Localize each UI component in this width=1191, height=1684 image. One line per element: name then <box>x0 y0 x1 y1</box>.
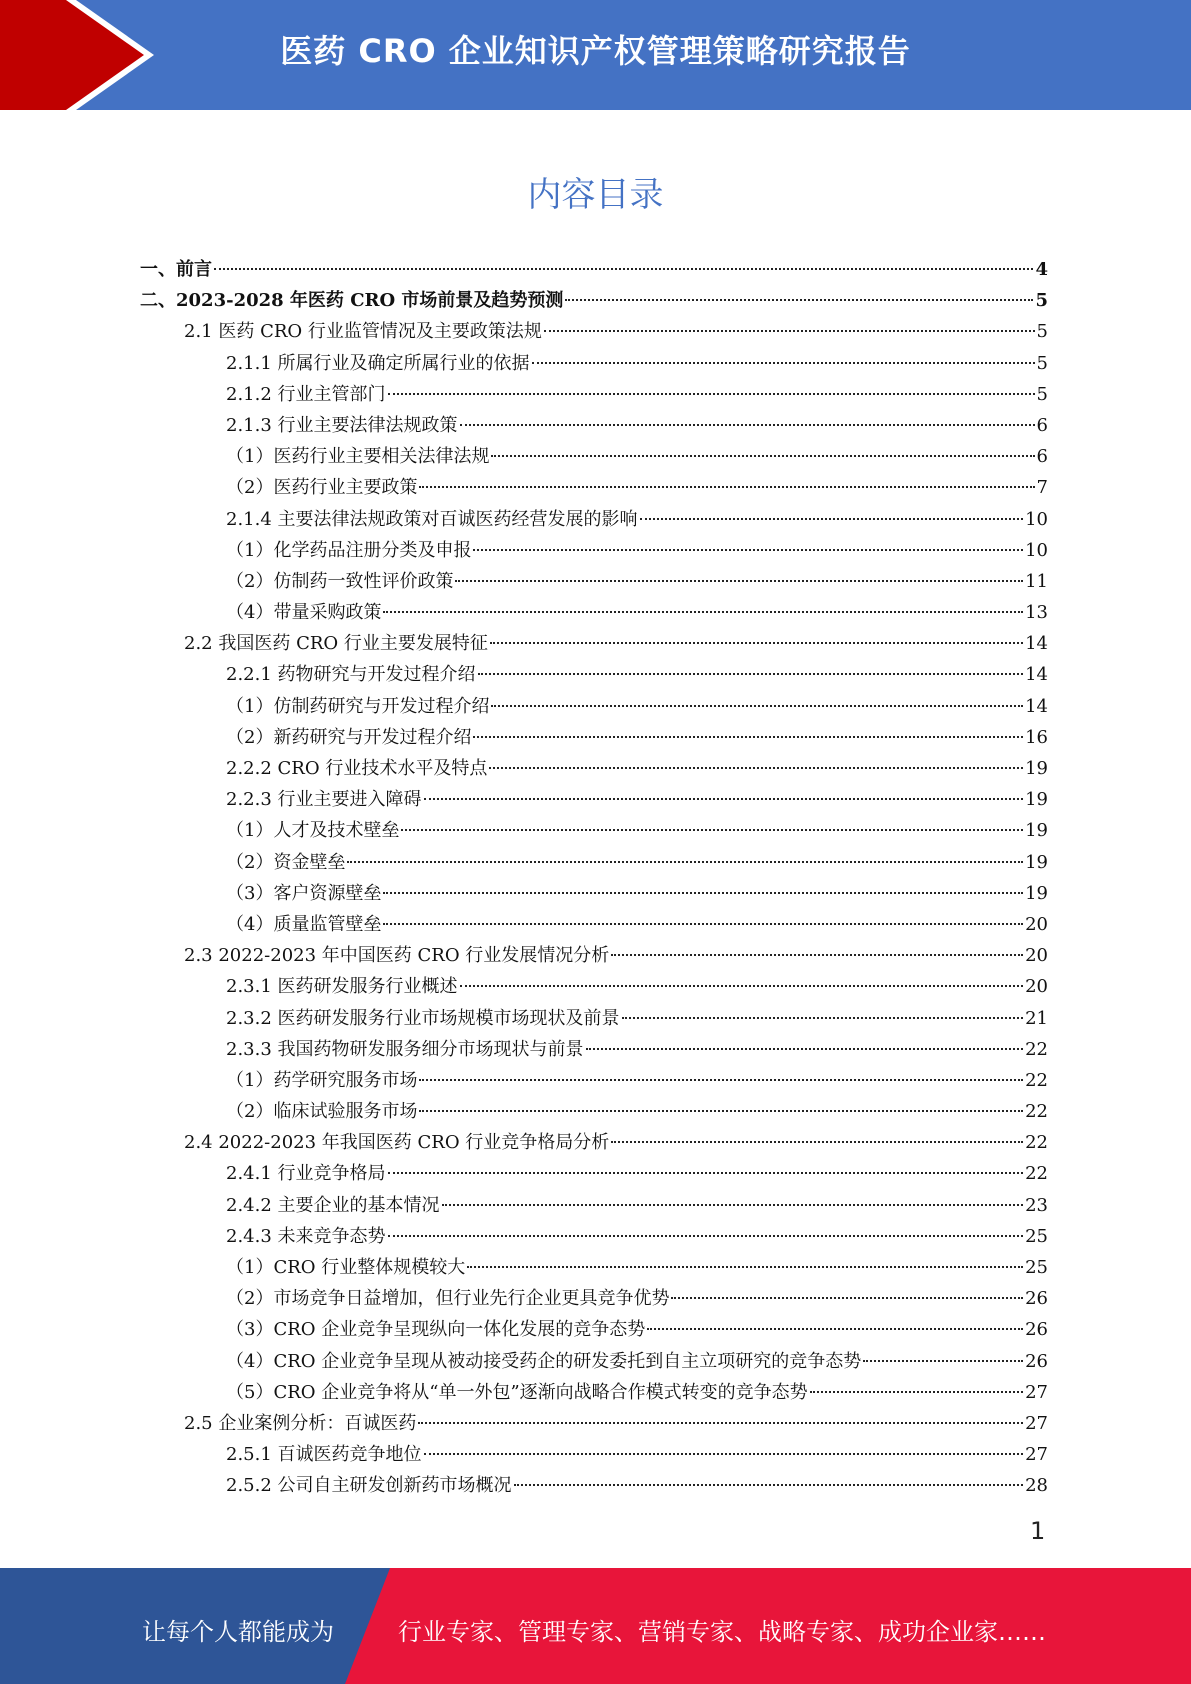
toc-dot-leader <box>419 486 1034 488</box>
toc-entry-title: 2.2.2 CRO 行业技术水平及特点 <box>226 758 488 779</box>
toc-dot-leader <box>565 299 1033 301</box>
toc-entry[interactable] <box>140 1408 1048 1439</box>
toc-entry[interactable] <box>140 1439 1048 1470</box>
toc-dot-leader <box>347 861 1023 863</box>
toc-entry[interactable] <box>140 597 1048 628</box>
toc-entry-title: （1）医药行业主要相关法律法规 <box>226 446 490 468</box>
toc-entry[interactable] <box>140 1127 1048 1158</box>
header-banner <box>0 0 1191 110</box>
toc-dot-leader <box>388 1235 1024 1237</box>
footer-slogan-left: 让每个人都能成为 <box>142 1618 334 1646</box>
toc-entry[interactable] <box>140 1314 1048 1345</box>
toc-dot-leader <box>611 1141 1023 1143</box>
toc-dot-leader <box>418 1422 1023 1424</box>
toc-entry-title: 2.4.2 主要企业的基本情况 <box>226 1194 440 1216</box>
toc-entry[interactable] <box>140 659 1048 690</box>
toc-entry-title: （4）质量监管壁垒 <box>226 913 382 935</box>
toc-entry[interactable] <box>140 1065 1048 1096</box>
toc-entry-page: 7 <box>1036 477 1048 499</box>
toc-entry[interactable] <box>140 784 1048 815</box>
toc-entry-title: 2.3.3 我国药物研发服务细分市场现状与前景 <box>226 1038 584 1060</box>
toc-dot-leader <box>424 1453 1024 1455</box>
toc-entry-title: （4）CRO 企业竞争呈现从被动接受药企的研发委托到自主立项研究的竞争态势 <box>226 1350 862 1372</box>
toc-entry-title: 2.2.3 行业主要进入障碍 <box>226 789 422 811</box>
toc-entry-page: 26 <box>1025 1288 1048 1310</box>
toc-entry-page: 27 <box>1025 1444 1048 1466</box>
toc-entry[interactable] <box>140 753 1048 784</box>
toc-entry[interactable] <box>140 285 1048 316</box>
toc-entry-page: 19 <box>1025 820 1048 842</box>
toc-dot-leader <box>491 705 1023 707</box>
toc-entry-title: （2）新药研究与开发过程介绍 <box>226 726 472 748</box>
toc-entry[interactable] <box>140 847 1048 878</box>
toc-entry-page: 22 <box>1025 1101 1048 1123</box>
toc-entry[interactable] <box>140 1034 1048 1065</box>
toc-entry[interactable] <box>140 722 1048 753</box>
toc-entry-title: 2.3.1 医药研发服务行业概述 <box>226 976 458 998</box>
toc-entry-title: （1）CRO 行业整体规模较大 <box>226 1257 466 1278</box>
toc-entry-page: 4 <box>1035 259 1048 280</box>
toc-entry[interactable] <box>140 940 1048 971</box>
toc-entry[interactable] <box>140 1190 1048 1221</box>
toc-dot-leader <box>491 455 1034 457</box>
toc-entry-page: 19 <box>1025 758 1048 779</box>
toc-entry-page: 25 <box>1025 1225 1048 1247</box>
toc-entry-title: （2）医药行业主要政策 <box>226 477 418 499</box>
toc-dot-leader <box>473 736 1023 738</box>
toc-entry-page: 10 <box>1025 539 1048 561</box>
toc-entry[interactable] <box>140 1158 1048 1189</box>
toc-entry[interactable] <box>140 566 1048 597</box>
toc-dot-leader <box>388 393 1035 395</box>
toc-dot-leader <box>622 1017 1024 1019</box>
toc-entry-title: 2.4 2022-2023 年我国医药 CRO 行业竞争格局分析 <box>184 1132 610 1154</box>
toc-entry[interactable] <box>140 1252 1048 1283</box>
toc-entry-page: 21 <box>1025 1007 1048 1029</box>
toc-entry-page: 5 <box>1035 290 1048 312</box>
toc-entry[interactable] <box>140 1003 1048 1034</box>
toc-entry-page: 26 <box>1025 1319 1048 1341</box>
toc-entry-title: 2.4.1 行业竞争格局 <box>226 1163 386 1185</box>
toc-entry-page: 22 <box>1025 1038 1048 1060</box>
toc-entry[interactable] <box>140 379 1048 410</box>
toc-entry-page: 22 <box>1025 1069 1048 1091</box>
toc-entry[interactable] <box>140 628 1048 659</box>
toc-entry-page: 14 <box>1025 633 1048 655</box>
toc-entry-title: 2.3 2022-2023 年中国医药 CRO 行业发展情况分析 <box>184 945 610 967</box>
toc-entry[interactable] <box>140 254 1048 285</box>
toc-entry-page: 10 <box>1025 508 1048 530</box>
toc-entry[interactable] <box>140 909 1048 940</box>
toc-entry-title: 2.5.2 公司自主研发创新药市场概况 <box>226 1475 512 1497</box>
toc-entry[interactable] <box>140 1096 1048 1127</box>
toc-dot-leader <box>467 1266 1023 1268</box>
toc-entry-page: 19 <box>1025 851 1048 873</box>
toc-entry-title: 2.1 医药 CRO 行业监管情况及主要政策法规 <box>184 321 542 343</box>
toc-entry[interactable] <box>140 1346 1048 1377</box>
toc-dot-leader <box>490 642 1023 644</box>
toc-entry-page: 6 <box>1036 446 1048 468</box>
toc-entry-title: （1）化学药品注册分类及申报 <box>226 539 472 561</box>
toc-entry-title: （2）市场竞争日益增加，但行业先行企业更具竞争优势 <box>226 1288 670 1310</box>
toc-entry[interactable] <box>140 504 1048 535</box>
toc-dot-leader <box>460 985 1024 987</box>
toc-entry[interactable] <box>140 1221 1048 1252</box>
toc-heading: 内容目录 <box>527 175 664 215</box>
toc-entry-title: （2）资金壁垒 <box>226 851 346 873</box>
toc-dot-leader <box>671 1297 1023 1299</box>
toc-dot-leader <box>383 892 1023 894</box>
toc-dot-leader <box>544 330 1035 332</box>
toc-entry-page: 14 <box>1025 664 1048 686</box>
toc-dot-leader <box>863 1360 1023 1362</box>
toc-dot-leader <box>473 549 1023 551</box>
toc-entry-title: 2.5 企业案例分析：百诚医药 <box>184 1412 417 1434</box>
toc-dot-leader <box>489 767 1023 769</box>
toc-dot-leader <box>532 362 1035 364</box>
toc-entry-title: 2.2 我国医药 CRO 行业主要发展特征 <box>184 633 488 655</box>
toc-dot-leader <box>460 424 1035 426</box>
toc-dot-leader <box>478 673 1024 675</box>
toc-entry-title: 2.4.3 未来竞争态势 <box>226 1225 386 1247</box>
toc-dot-leader <box>419 1110 1023 1112</box>
toc-entry-page: 11 <box>1025 570 1048 592</box>
toc-dot-leader <box>640 518 1024 520</box>
toc-entry-page: 20 <box>1025 976 1048 998</box>
toc-entry[interactable] <box>140 316 1048 347</box>
toc-entry[interactable] <box>140 441 1048 472</box>
toc-entry-page: 26 <box>1025 1350 1048 1372</box>
toc-entry-page: 25 <box>1025 1257 1048 1278</box>
toc-entry-page: 5 <box>1036 383 1048 405</box>
toc-entry[interactable] <box>140 971 1048 1002</box>
page-number: 1 <box>1030 1517 1046 1545</box>
toc-entry-title: （3）CRO 企业竞争呈现纵向一体化发展的竞争态势 <box>226 1319 646 1341</box>
toc-entry[interactable] <box>140 691 1048 722</box>
toc-entry-page: 27 <box>1025 1412 1048 1434</box>
toc-entry-title: （4）带量采购政策 <box>226 602 382 624</box>
toc-dot-leader <box>442 1204 1024 1206</box>
toc-entry[interactable] <box>140 348 1048 379</box>
toc-dot-leader <box>383 923 1023 925</box>
toc-entry-title: 二、2023-2028 年医药 CRO 市场前景及趋势预测 <box>140 290 564 312</box>
toc-entry-title: 2.1.4 主要法律法规政策对百诚医药经营发展的影响 <box>226 508 638 530</box>
toc-dot-leader <box>586 1048 1024 1050</box>
toc-entry-page: 6 <box>1036 414 1048 436</box>
toc-entry-page: 5 <box>1036 321 1048 343</box>
toc-entry-title: （1）药学研究服务市场 <box>226 1069 418 1091</box>
toc-dot-leader <box>514 1484 1024 1486</box>
toc-dot-leader <box>455 580 1023 582</box>
toc-entry-page: 22 <box>1025 1132 1048 1154</box>
toc-entry-title: 2.1.3 行业主要法律法规政策 <box>226 414 458 436</box>
toc-dot-leader <box>401 829 1023 831</box>
toc-dot-leader <box>647 1328 1023 1330</box>
toc-entry-page: 16 <box>1025 726 1048 748</box>
toc-dot-leader <box>419 1079 1023 1081</box>
toc-entry-page: 13 <box>1025 602 1048 624</box>
toc-entry-title: （5）CRO 企业竞争将从“单一外包”逐渐向战略合作模式转变的竞争态势 <box>226 1381 808 1403</box>
toc-entry-title: （2）临床试验服务市场 <box>226 1101 418 1123</box>
toc-entry-page: 22 <box>1025 1163 1048 1185</box>
toc-entry-title: 2.5.1 百诚医药竞争地位 <box>226 1444 422 1466</box>
toc-entry-page: 19 <box>1025 789 1048 811</box>
toc-entry[interactable] <box>140 472 1048 503</box>
toc-entry-page: 28 <box>1025 1475 1048 1497</box>
toc-entry[interactable] <box>140 410 1048 441</box>
toc-dot-leader <box>611 954 1023 956</box>
toc-dot-leader <box>383 611 1023 613</box>
toc-dot-leader <box>810 1391 1023 1393</box>
toc-entry-page: 20 <box>1025 913 1048 935</box>
toc-entry-title: 2.1.2 行业主管部门 <box>226 383 386 405</box>
toc-entry-page: 23 <box>1025 1194 1048 1216</box>
table-of-contents <box>140 254 1048 1502</box>
toc-entry[interactable] <box>140 1283 1048 1314</box>
toc-entry-title: 2.3.2 医药研发服务行业市场规模市场现状及前景 <box>226 1007 620 1029</box>
footer-banner <box>0 1568 1191 1684</box>
toc-dot-leader <box>424 798 1024 800</box>
toc-entry-title: （3）客户资源壁垒 <box>226 882 382 904</box>
toc-entry-page: 19 <box>1025 882 1048 904</box>
toc-entry[interactable] <box>140 815 1048 846</box>
toc-entry-title: 2.2.1 药物研究与开发过程介绍 <box>226 664 476 686</box>
toc-entry[interactable] <box>140 1470 1048 1501</box>
toc-entry[interactable] <box>140 1377 1048 1408</box>
report-title: 医药 CRO 企业知识产权管理策略研究报告 <box>280 32 911 70</box>
toc-entry-title: 2.1.1 所属行业及确定所属行业的依据 <box>226 352 530 374</box>
toc-entry-title: 一、前言 <box>140 259 212 280</box>
toc-entry-page: 20 <box>1025 945 1048 967</box>
toc-entry-page: 5 <box>1036 352 1048 374</box>
toc-entry-title: （1）人才及技术壁垒 <box>226 820 400 842</box>
toc-dot-leader <box>214 268 1033 270</box>
toc-dot-leader <box>388 1172 1024 1174</box>
toc-entry-page: 27 <box>1025 1381 1048 1403</box>
toc-entry-title: （1）仿制药研究与开发过程介绍 <box>226 695 490 717</box>
toc-entry-title: （2）仿制药一致性评价政策 <box>226 570 454 592</box>
toc-entry[interactable] <box>140 878 1048 909</box>
footer-slogan-right: 行业专家、管理专家、营销专家、战略专家、成功企业家…… <box>398 1618 1046 1646</box>
toc-entry-page: 14 <box>1025 695 1048 717</box>
toc-entry[interactable] <box>140 535 1048 566</box>
